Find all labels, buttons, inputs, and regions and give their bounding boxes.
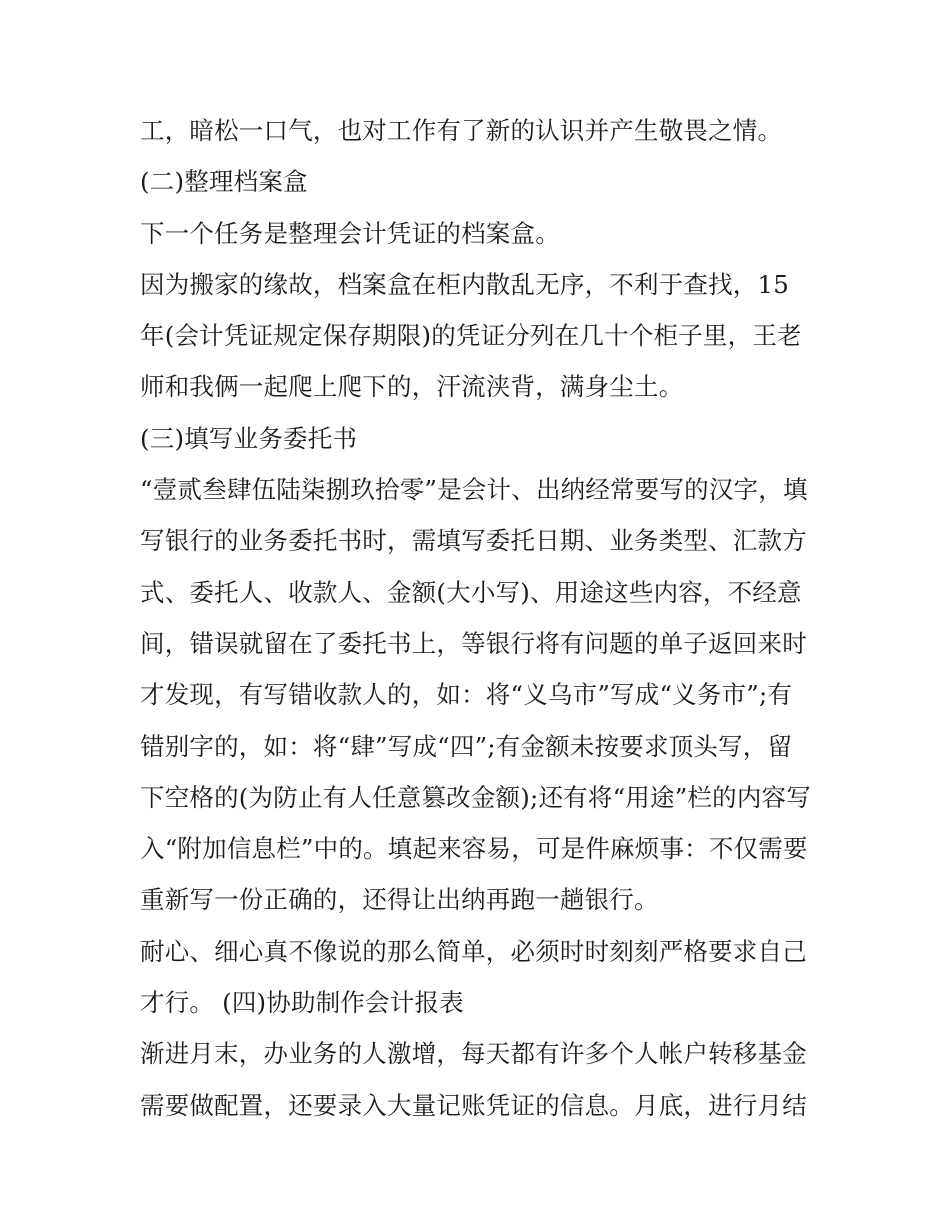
text-line: 下空格的(为防止有人任意篡改金额);还有将“用途”栏的内容写	[140, 782, 811, 812]
text-line: 年(会计凭证规定保存期限)的凭证分列在几十个柜子里，王老	[140, 321, 802, 351]
text-line: 师和我俩一起爬上爬下的，汗流浃背，满身尘土。	[140, 372, 684, 402]
text-line: 下一个任务是整理会计凭证的档案盒。	[140, 218, 560, 248]
text-line: 才发现，有写错收款人的，如：将“义乌市”写成“义务市”;有	[140, 680, 793, 710]
text-line: “壹贰叁肆伍陆柒捌玖拾零”是会计、出纳经常要写的汉字，填	[140, 475, 808, 505]
section-heading: (三)填写业务委托书	[140, 423, 358, 453]
document-body	[140, 105, 820, 1131]
text-line: 写银行的业务委托书时，需填写委托日期、业务类型、汇款方	[140, 526, 807, 556]
text-line: 式、委托人、收款人、金额(大小写)、用途这些内容，不经意	[140, 577, 802, 607]
text-line: 重新写一份正确的，还得让出纳再跑一趟银行。	[140, 885, 659, 915]
text-line: 工，暗松一口气，也对工作有了新的认识并产生敬畏之情。	[140, 116, 783, 145]
text-line: 渐进月末，办业务的人激增，每天都有许多个人帐户转移基金	[140, 1039, 807, 1069]
text-line: 才行。 (四)协助制作会计报表	[140, 988, 464, 1018]
text-line: 间，错误就留在了委托书上，等银行将有问题的单子返回来时	[140, 628, 807, 658]
text-line: 错别字的，如：将“肆”写成“四”;有金额未按要求顶头写，留	[140, 731, 793, 761]
text-line: 需要做配置，还要录入大量记账凭证的信息。月底，进行月结	[140, 1090, 807, 1120]
text-line: 耐心、细心真不像说的那么简单，必须时时刻刻严格要求自己	[140, 936, 807, 966]
section-heading: (二)整理档案盒	[140, 167, 308, 197]
text-line: 入“附加信息栏”中的。填起来容易，可是件麻烦事：不仅需要	[140, 834, 808, 864]
text-line: 因为搬家的缘故，档案盒在柜内散乱无序，不利于查找，15	[140, 269, 790, 299]
